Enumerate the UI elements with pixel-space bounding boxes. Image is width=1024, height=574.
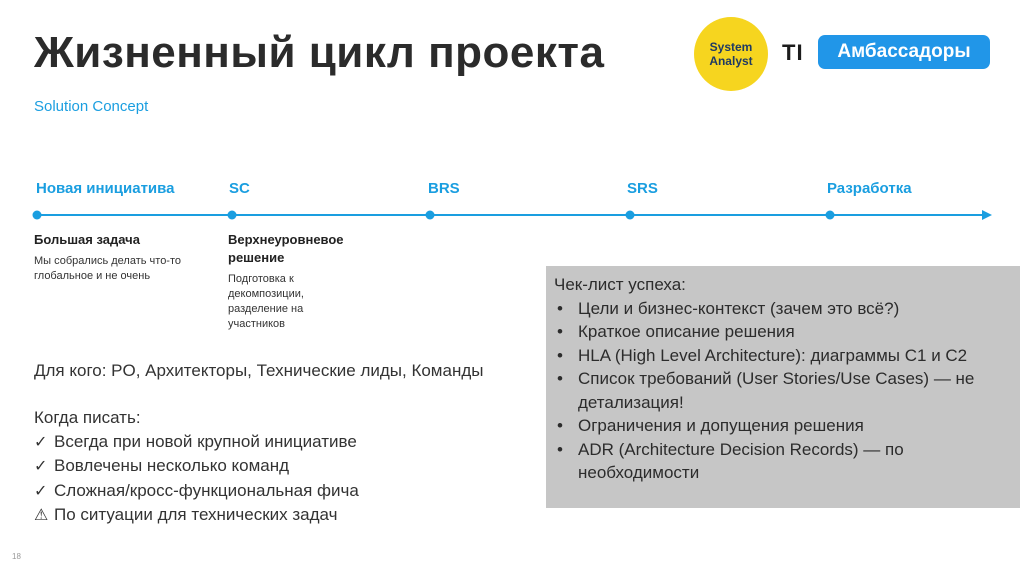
stage-detail-heading: Верхнеуровневое решение [228,232,344,265]
bullet-icon: • [557,298,563,318]
when-item: ⚠ По ситуации для технических задач [34,503,359,528]
timeline-dot-new-initiative [33,211,42,220]
checklist-list [554,297,1002,485]
page-subtitle: Solution Concept [34,98,149,115]
check-mark-icon: ✓ [34,433,48,451]
checklist-heading: Чек-лист успеха: [554,275,686,294]
bullet-icon: • [557,322,563,341]
bullet-icon: • [557,345,563,365]
checklist-item: • Цели и бизнес-контекст (зачем это всё?) [554,297,1002,321]
timeline-dot-development [826,211,835,220]
timeline-dot-srs [626,211,635,220]
logo-line-2: Analyst [709,54,753,68]
when-item: ✓ Всегда при новой крупной инициативе [34,430,359,455]
timeline-axis [0,200,1024,230]
stage-label-development: Разработка [827,180,912,197]
checklist-item: • ADR (Architecture Decision Records) — по необходимости [557,439,904,482]
check-mark-icon: ✓ [34,482,48,500]
page-title: Жизненный цикл проекта [34,28,605,77]
warning-icon: ⚠ [34,507,49,524]
page-number: 18 [12,552,21,561]
stage-label-new-initiative: Новая инициатива [36,180,175,197]
success-checklist-box [546,266,1020,508]
stage-detail-description: Подготовка к декомпозиции, разделение на участников [228,273,304,330]
timeline-arrow-icon [982,210,992,220]
when-item: ✓ Вовлечены несколько команд [34,454,359,479]
when-heading: Когда писать: [34,408,141,427]
stage-label-sc: SC [229,180,250,197]
checklist-item: • Ограничения и допущения решения [554,414,1002,438]
stage-label-brs: BRS [428,180,460,197]
when-to-write [34,406,359,528]
t-logo: TI [782,40,804,65]
stage-label-srs: SRS [627,180,658,197]
audience-text: Для кого: PO, Архитекторы, Технические лиды, Команды [34,361,484,380]
system-analyst-logo [694,17,768,91]
logo-line-1: System [709,40,753,54]
ambassadors-badge: Амбассадоры [818,35,990,69]
stage-detail-description: Мы собрались делать что-то глобальное и не очень [34,255,182,282]
timeline-dot-sc [228,211,237,220]
timeline-dot-brs [426,211,435,220]
bullet-icon: • [557,369,563,388]
check-mark-icon: ✓ [34,458,48,475]
checklist-item: • Список требований (User Stories/Use Cases) — не детализация! [557,369,975,412]
stage-detail-heading: Большая задача [34,232,140,247]
when-item: ✓ Сложная/кросс-функциональная фича [34,479,359,504]
bullet-icon: • [557,439,563,459]
checklist-item: • Краткое описание решения [554,320,1002,344]
bullet-icon: • [557,416,563,435]
checklist-item: • HLA (High Level Architecture): диаграммы C1 и C2 [554,344,1002,368]
